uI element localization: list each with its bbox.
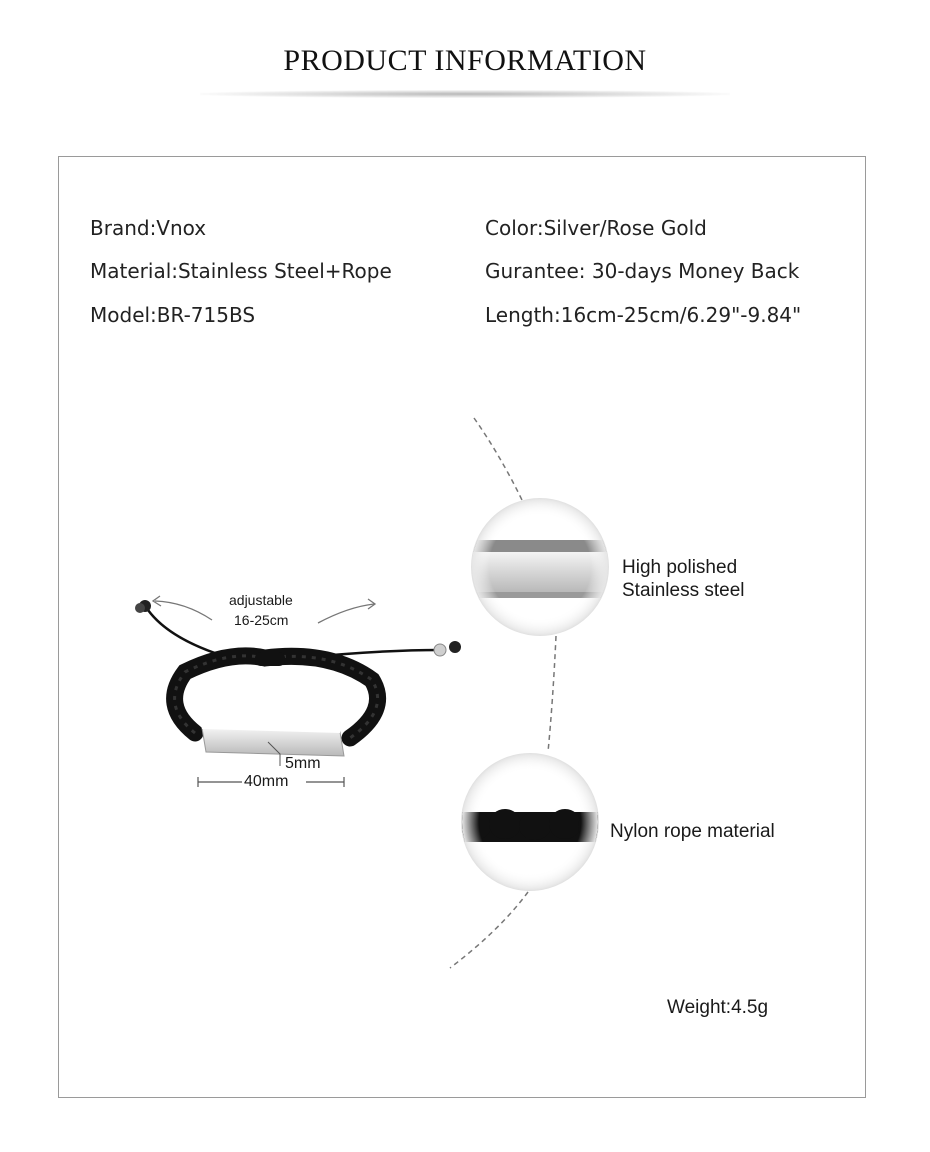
bar-length-label: 40mm — [244, 773, 289, 790]
feature-rope: Nylon rope material — [610, 821, 775, 842]
spec-model: Model:BR-715BS — [90, 303, 256, 327]
adjustable-label: adjustable — [229, 592, 293, 608]
page-title: PRODUCT INFORMATION — [283, 44, 647, 77]
spec-brand: Brand:Vnox — [90, 216, 207, 240]
spec-guarantee: Gurantee: 30-days Money Back — [485, 259, 800, 283]
feature-steel-line2: Stainless steel — [622, 580, 745, 601]
weight-label: Weight:4.5g — [667, 997, 769, 1018]
rope-detail-circle — [455, 754, 606, 890]
adjust-range-label: 16-25cm — [234, 612, 289, 628]
bar-height-label: 5mm — [285, 755, 321, 772]
spec-length: Length:16cm-25cm/6.29"-9.84" — [485, 303, 802, 327]
spec-material: Material:Stainless Steel+Rope — [90, 259, 392, 283]
steel-detail-circle — [460, 499, 620, 635]
spec-color: Color:Silver/Rose Gold — [485, 216, 707, 240]
feature-steel-line1: High polished — [622, 557, 738, 578]
